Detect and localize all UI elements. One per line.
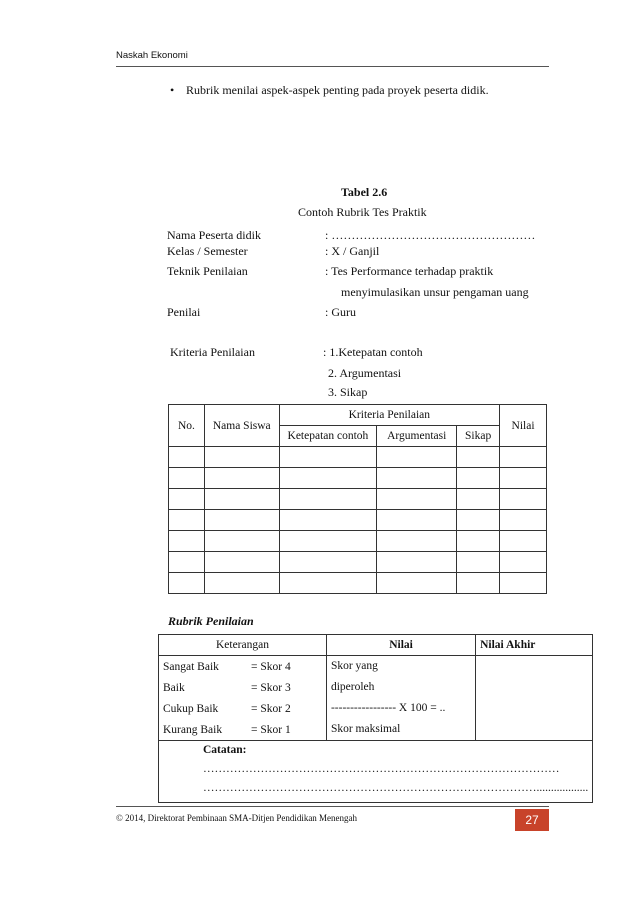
- bullet-item: [170, 83, 489, 98]
- rubrik-row: [163, 698, 322, 719]
- grade-table-header-row: [169, 405, 547, 426]
- kelas-label: Kelas / Semester: [167, 244, 248, 258]
- rubrik-formula-line: ----------------- X 100 = ..: [330, 702, 446, 714]
- kriteria-label: Kriteria Penilaian: [170, 345, 255, 359]
- catatan-line: ……………………………………………………………………………..................: [203, 782, 589, 794]
- table-title: Tabel 2.6: [341, 185, 388, 199]
- footer-divider: [116, 806, 549, 807]
- rubrik-skor: = Skor 2: [251, 702, 291, 715]
- rubrik-label: Baik: [163, 681, 185, 694]
- table-subtitle: Contoh Rubrik Tes Praktik: [298, 205, 427, 219]
- page-number: 27: [515, 809, 549, 831]
- nama-label: Nama Peserta didik: [167, 228, 261, 242]
- rubrik-formula-line: diperoleh: [330, 681, 375, 693]
- rubrik-formula-line: Skor maksimal: [330, 723, 401, 735]
- rubrik-keterangan-cell: [159, 656, 327, 741]
- rubrik-table: [158, 634, 593, 803]
- col-sikap: Sikap: [457, 426, 500, 447]
- rubrik-col-nilai-akhir: Nilai Akhir: [476, 635, 593, 656]
- catatan-label: Catatan:: [203, 744, 247, 756]
- table-row: [169, 468, 547, 489]
- rubrik-skor: = Skor 3: [251, 681, 291, 694]
- rubrik-header-row: [159, 635, 593, 656]
- kelas-value: : X / Ganjil: [325, 244, 380, 258]
- bullet-symbol: •: [170, 83, 175, 97]
- teknik-value: : Tes Performance terhadap praktik: [325, 264, 494, 278]
- bullet-text: Rubrik menilai aspek-aspek penting pada proyek peserta didik.: [186, 83, 489, 97]
- table-row: [169, 447, 547, 468]
- penilai-label: Penilai: [167, 305, 201, 319]
- table-row: [169, 489, 547, 510]
- rubrik-label: Cukup Baik: [163, 702, 219, 715]
- header-divider: [116, 66, 549, 67]
- col-nama-siswa: Nama Siswa: [204, 405, 279, 447]
- table-row: [169, 573, 547, 594]
- teknik-value-cont: menyimulasikan unsur pengaman uang: [341, 285, 529, 299]
- rubrik-row: [163, 677, 322, 698]
- rubrik-formula-line: Skor yang: [330, 660, 378, 672]
- footer-text: © 2014, Direktorat Pembinaan SMA-Ditjen Pendidikan Menengah: [116, 813, 358, 823]
- table-row: [169, 531, 547, 552]
- kriteria-item-1: : 1.Ketepatan contoh: [323, 345, 423, 359]
- rubrik-col-nilai: Nilai: [326, 635, 475, 656]
- col-kriteria: Kriteria Penilaian: [279, 405, 499, 426]
- kriteria-item-2: 2. Argumentasi: [328, 366, 402, 380]
- catatan-cell: [159, 741, 593, 803]
- rubrik-heading: Rubrik Penilaian: [168, 614, 254, 628]
- rubrik-label: Sangat Baik: [163, 660, 219, 673]
- rubrik-body-row: [159, 656, 593, 741]
- penilai-value: : Guru: [325, 305, 356, 319]
- kriteria-item-3: 3. Sikap: [328, 385, 368, 399]
- col-ketepatan: Ketepatan contoh: [279, 426, 377, 447]
- rubrik-nilai-akhir-cell: [476, 656, 593, 741]
- rubrik-row: [163, 719, 322, 740]
- rubrik-skor: = Skor 1: [251, 723, 291, 736]
- rubrik-nilai-cell: [326, 656, 475, 741]
- rubrik-row: [163, 656, 322, 677]
- col-argumentasi: Argumentasi: [377, 426, 457, 447]
- rubrik-label: Kurang Baik: [163, 723, 223, 736]
- grade-table: [168, 404, 547, 594]
- catatan-line: …………………………………………………………………………………: [203, 763, 560, 775]
- table-row: [169, 552, 547, 573]
- rubrik-col-keterangan: Keterangan: [159, 635, 327, 656]
- table-row: [169, 510, 547, 531]
- teknik-label: Teknik Penilaian: [167, 264, 248, 278]
- nama-value: : ……………………………………………: [325, 228, 536, 242]
- rubrik-skor: = Skor 4: [251, 660, 291, 673]
- rubrik-catatan-row: [159, 741, 593, 803]
- header-title: Naskah Ekonomi: [116, 50, 188, 61]
- col-no: No.: [169, 405, 205, 447]
- col-nilai: Nilai: [500, 405, 547, 447]
